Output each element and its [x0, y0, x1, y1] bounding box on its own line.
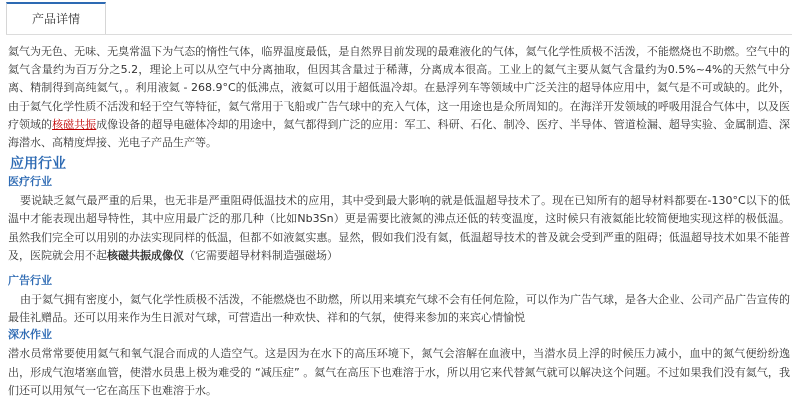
medical-text-part2: （它需要超导材料制造强磁场）: [184, 248, 338, 262]
product-details-content: [0, 35, 800, 400]
intro-text-part2: 成像设备的超导电磁体冷却的用途中，氦气都得到广泛的应用：军工、科研、石化、制冷、医疗、半导体、管道检漏、超导实验、金属制造、深海潜水、高精度焊接、光电子产品生产等。: [8, 117, 791, 150]
intro-text-part1: 氦气为无色、无味、无臭常温下为气态的惰性气体，临界温度最低，是自然界目前发现的最难液化的气体，氦气化学性质极不活泼，不能燃烧也不助燃。空气中的氦气含量约为百万分之5.2，理论上可以从空气中分离抽取，但因其含量过于稀薄，分离成本很高。工业上的氦气主要从氦气含量约为0.5%~4%的天然气中分离、精制得到高纯氦气，。利用液氦 - 268.9°C的低沸点，液氦可以用于超低温冷却。在悬浮列车等领域中广泛关注的超导体应用中，氦气是不可或缺的。此外，由于氦气化学性质不活泼和轻于空气等特征，氦气常用于飞船或广告气球中的充入气体，这一用途也是众所周知的。在海洋开发领域的呼吸用混合气体中，以及医疗领域的: [8, 45, 790, 131]
diving-paragraph: 潜水员常常要使用氦气和氧气混合而成的人造空气。这是因为在水下的高压环境下，氮气会溶解在血液中，当潜水员上浮的时候压力减小，血中的氮气便纷纷逸出，形成气泡堵塞血管，使潜水员患上极为难受的 “减压症” 。氦气在高压下也难溶于水，所以用它来代替氮气就可以解决这个问题。不过如果我们没有氦气，我们还可以用氖气一它在高压下也难溶于水。: [8, 347, 790, 397]
tab-product-details[interactable]: 产品详情: [6, 2, 106, 34]
nmr-highlight-link[interactable]: 核磁共振: [52, 117, 97, 131]
medical-text-bold: 核磁共振成像仪: [107, 248, 184, 262]
medical-text-part1: 要说缺乏氦气最严重的后果，也无非是严重阻碍低温技术的应用，其中受到最大影响的就是低温超导技术了。现在已知所有的超导材料都要在-130°C以下的低温中才能表现出超导特性，其中应用最广泛的那几种（比如Nb3Sn）更是需要比液氮的沸点还低的转变温度，这时候只有液氦能比较简便地实现这样的极低温。虽然我们完全可以用别的办法实现同样的低温，但都不如液氦实惠。显然，假如我们没有氦，低温超导技术的普及就会受到严重的阻碍；低温超导技术如果不能普及，医院就会用不起: [8, 194, 790, 262]
intro-paragraph: [8, 43, 790, 152]
advertising-heading: 广告行业: [8, 274, 52, 288]
diving-heading: 深水作业: [8, 328, 52, 342]
advertising-paragraph: 由于氦气拥有密度小，氦气化学性质极不活泼，不能燃烧也不助燃，所以用来填充气球不会有任何危险，可以作为广告气球，是各大企业、公司产品广告宣传的最佳礼赠品。还可以用来作为生日派对气球，可营造出一种欢快、祥和的气氛，使得来参加的来宾心情愉悦: [8, 293, 790, 325]
tab-bar: [6, 0, 792, 35]
section-title: 应用行业: [10, 156, 66, 173]
medical-heading: 医疗行业: [8, 175, 52, 189]
medical-paragraph: [8, 192, 790, 265]
